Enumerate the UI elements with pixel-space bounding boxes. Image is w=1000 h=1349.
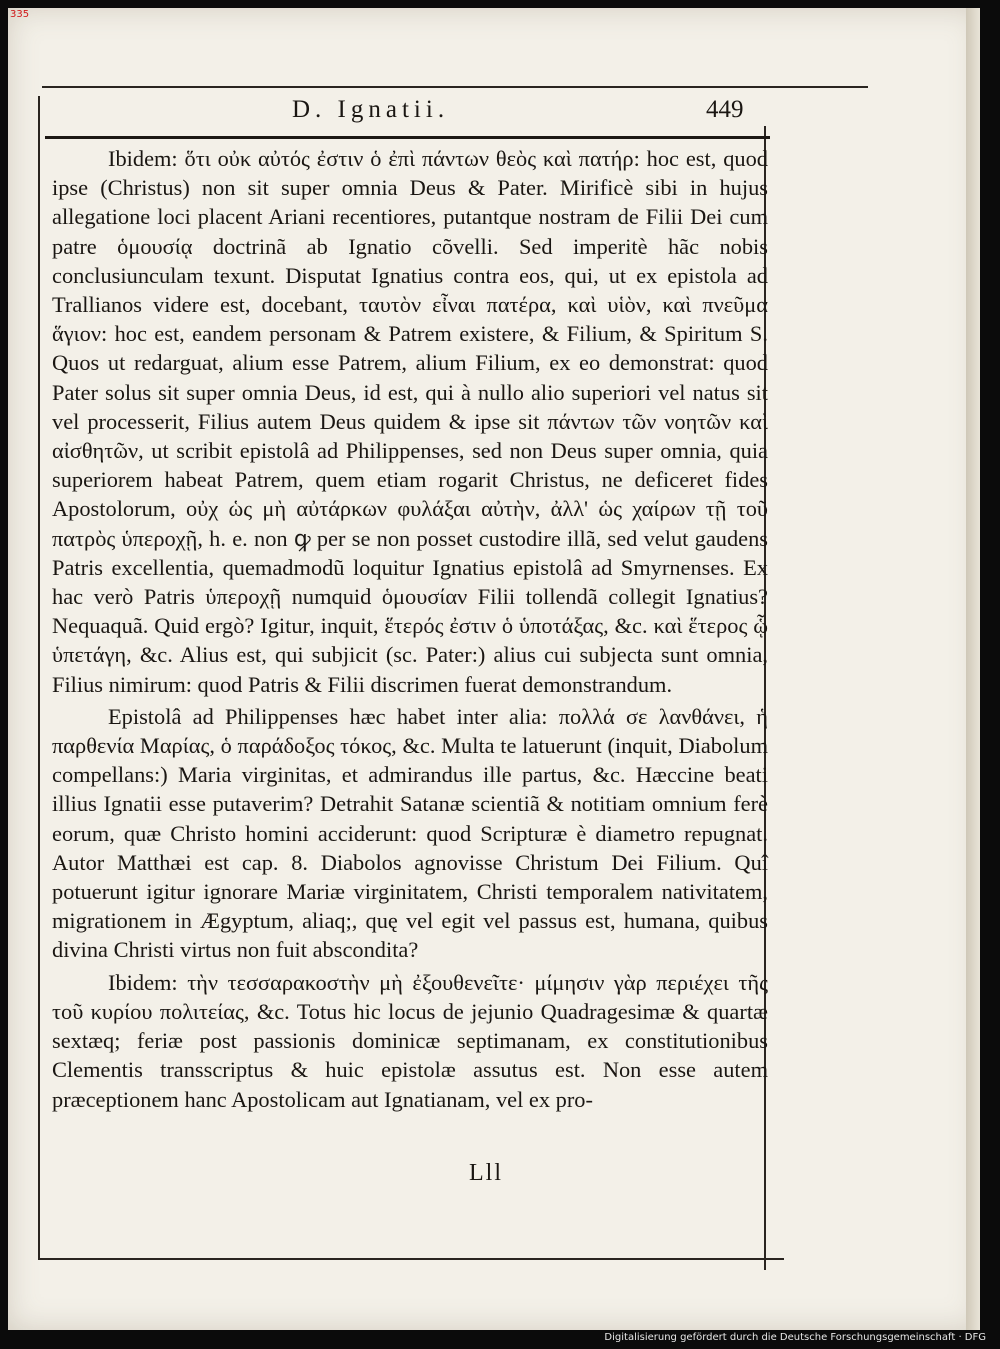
frame-top-rule	[42, 86, 868, 88]
paragraph-3: Ibidem: τὴν τεσσαρακοστὴν μὴ ἐξουθενεῖτε· μίμησιν γὰρ περιέχει τῆς τοῦ κυρίου πολιτείας, &c. Totus hic locus de jejunio Quadragesimæ & quartæ sextæq; feriæ post passionis dominicæ septimanam, ex constitutionibus Clementis transscriptus & huic epistolæ assutus est. Non esse autem præceptionem hanc Apostolicam aut Ignatianam, vel ex pro-	[52, 969, 768, 1112]
page-number: 449	[706, 96, 744, 123]
signature-mark: Lll	[469, 1160, 503, 1186]
running-head: D. Ignatii.	[292, 96, 450, 123]
paragraph-1: Ibidem: ὅτι οὐκ αὐτός ἐστιν ὁ ἐπὶ πάντων θεὸς καὶ πατήρ: hoc est, quod ipse (Christus) non sit super omnia Deus & Pater. Mirificè sibi in hujus allegatione loci placent Ariani recentiores, putantque nostram de Filii Dei cum patre ὁμουσίᾳ doctrinã ab Ignatio cõvelli. Sed imperitè hãc nobis conclusiunculam texunt. Disputat Ignatius contra eos, qui, ut ex epistola ad Trallianos videre est, docebant, ταυτὸν εἶναι πατέρα, καὶ υἱὸν, καὶ πνεῦμα ἅγιον: hoc est, eandem personam & Patrem existere, & Filium, & Spiritum S. Quos ut redarguat, alium esse Patrem, alium Filium, ex eo demonstrat: quod Pater solus sit super omnia Deus, id est, qui à nullo alio superiori vel natus sit vel processerit, Filius autem Deus quidem & ipse sit πάντων τῶν νοητῶν καὶ αἰσθητῶν, ut scribit epistolâ ad Philippenses, sed non Deus super omnia, quia superiorem habeat Patrem, quem etiam rogarit Christus, ne deficeret fides Apostolorum, οὐχ ὡς μὴ αὐτάρκων φυλάξαι αὐτὴν, ἀλλ' ὡς χαίρων τῇ τοῦ πατρὸς ὑπεροχῇ, h. e. non ꝙ per se non posset custodire illã, sed velut gaudens Patris excellentia, quemadmodũ loquitur Ignatius epistolâ ad Smyrnenses. Ex hac verò Patris ὑπεροχῇ numquid ὁμουσίαν Filii tollendã collegit Ignatius? Nequaquã. Quid ergò? Igitur, inquit, ἕτερός ἐστιν ὁ ὑποτάξας, &c. καὶ ἕτερος ᾧ ὑπετάγη, &c. Alius est, qui subjicit (sc. Pater:) alius cui subjecta sunt omnia, Filius nimirum: quod Patris & Filii discrimen fuerat demonstrandum.	[52, 146, 768, 697]
frame-bottom-rule	[38, 1258, 784, 1260]
page-edge	[966, 8, 980, 1330]
corner-mark: 335	[10, 9, 30, 20]
frame-left-rule	[38, 96, 40, 1258]
book-page	[8, 8, 980, 1330]
body-text	[52, 144, 768, 1114]
digitization-credit: Digitalisierung gefördert durch die Deutsche Forschungsgemeinschaft · DFG	[604, 1332, 986, 1343]
paragraph-2: Epistolâ ad Philippenses hæc habet inter alia: πολλά σε λανθάνει, ἡ παρθενία Μαρίας, ὁ παράδοξος τόκος, &c. Multa te latuerunt (inquit, Diabolum compellans:) Maria virginitas, et admirandus ille partus, &c. Hæccine beati illius Ignatii esse putaverim? Detrahit Satanæ scientiã & notitiam omnium ferè eorum, quæ Christo homini acciderunt: quod Scripturæ è diametro repugnat. Autor Matthæi est cap. 8. Diabolos agnovisse Christum Dei Filium. Quî potuerunt igitur ignorare Mariæ virginitatem, Christi temporalem nativitatem, migrationem in Ægyptum, aliaq;, quę vel egit vel passus est, humana, quibus divina Christi virtus non fuit abscondita?	[52, 703, 768, 963]
header-rule	[45, 136, 770, 139]
